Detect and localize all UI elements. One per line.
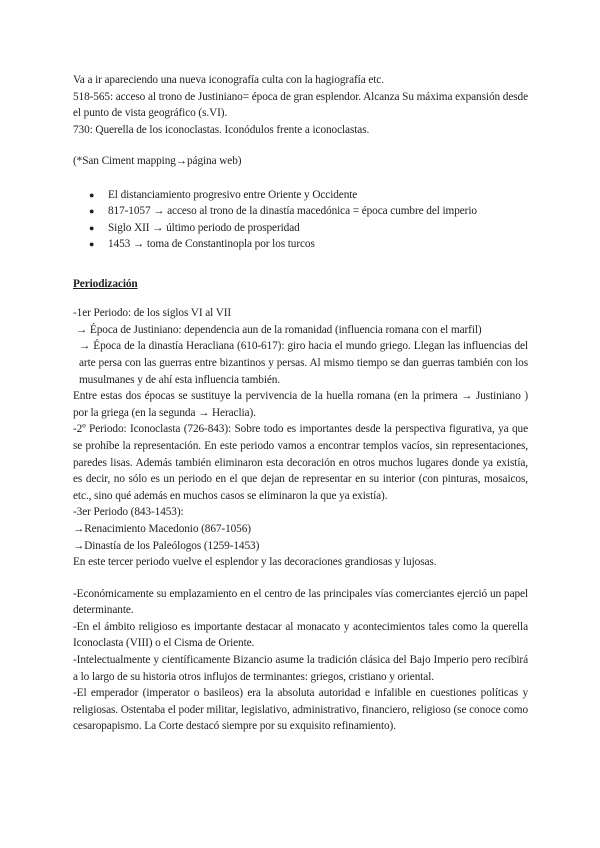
aspect-economic: -Económicamente su emplazamiento en el centro de las principales vías comerciantes ejerció un papel determinante. xyxy=(73,587,528,617)
intro-line-2: 518-565: acceso al trono de Justiniano= época de gran esplendor. Alcanza Su máxima expansión desde el punto de vista geográfico (s.VI). xyxy=(73,90,528,120)
intro-line-3: 730: Querella de los iconoclastas. Iconódulos frente a iconoclastas. xyxy=(73,123,370,136)
period-1-title: -1er Periodo: de los siglos VI al VII xyxy=(73,307,232,320)
aspect-emperor: -El emperador (imperator o basileos) era la absoluta autoridad e infalible en cuestiones políticas y religiosas. Ostentaba el poder militar, legislativo, administrativo, financiero, religioso (se conoce como cesaropapismo. La Corte destacó siempre por su exquisito refinamiento). xyxy=(73,687,528,733)
bullet-icon: ● xyxy=(89,239,95,250)
list-item: ● 1453 → toma de Constantinopla por los turcos xyxy=(108,236,528,252)
aspect-religious: -En el ámbito religioso es importante destacar al monacato y acontecimientos tales como la querella Iconoclasta (VIII) o el Cisma de Oriente. xyxy=(73,620,528,650)
note-line: (*San Ciment mapping→página web) xyxy=(73,155,242,168)
period-2: -2º Periodo: Iconoclasta (726-843): Sobre todo es importantes desde la perspectiva figurativa, ya que se prohíbe la representación. En este periodo vamos a encontrar templos vacíos, sin representaciones, paredes lisas. Además también eliminaron esta decoración en otros muchos lugares donde ya existía, es decir, no sólo es un periodo en el que dejan de representar en su interior (con pinturas, mosaicos, etc., sino qué además en muchos casos se eliminaron la que ya existía). xyxy=(73,423,528,502)
section-heading: Periodización xyxy=(73,277,138,290)
list-item: ● Siglo XII → último periodo de prosperidad xyxy=(108,220,528,236)
bullet-list xyxy=(73,187,528,253)
period-1-heracliana: → Época de la dinastía Heracliana (610-617): giro hacia el mundo griego. Llegan las influencias del arte persa con las guerras entre bizantinos y persas. Al mismo tiempo se dan guerras también con los musulmanes y de ahí esta influencia también. xyxy=(79,340,528,386)
period-3-macedonio: →Renacimiento Macedonio (867-1056) xyxy=(73,522,251,535)
intro-line-1: Va a ir apareciendo una nueva iconografía culta con la hagiografía etc. xyxy=(73,74,384,86)
spacer xyxy=(73,138,528,153)
period-1-justiniano: → Época de Justiniano: dependencia aun de la romanidad (influencia romana con el marfil) xyxy=(76,323,482,336)
bullet-icon: ● xyxy=(89,206,95,217)
period-3-paleologos: →Dinastía de los Paleólogos (1259-1453) xyxy=(73,539,260,552)
aspect-intellectual: -Intelectualmente y científicamente Bizancio asume la tradición clásica del Bajo Imperio pero recibirá a lo largo de su historia otros influjos de terminantes: griegos, cristiano y oriental. xyxy=(73,654,528,683)
list-item: ● 817-1057 → acceso al trono de la dinastía macedónica = época cumbre del imperio xyxy=(108,203,528,219)
period-3-title: -3er Periodo (843-1453): xyxy=(73,506,184,519)
period-3-summary: En este tercer periodo vuelve el esplendor y las decoraciones grandiosas y lujosas. xyxy=(73,556,437,569)
bullet-icon: ● xyxy=(89,222,95,233)
bullet-icon: ● xyxy=(89,189,95,200)
period-1-summary: Entre estas dos épocas se sustituye la pervivencia de la huella romana (en la primera → Justiniano ) por la griega (en la segunda → Heraclia). xyxy=(73,390,528,419)
spacer xyxy=(73,571,528,586)
list-item: ● El distanciamiento progresivo entre Oriente y Occidente xyxy=(108,187,528,203)
